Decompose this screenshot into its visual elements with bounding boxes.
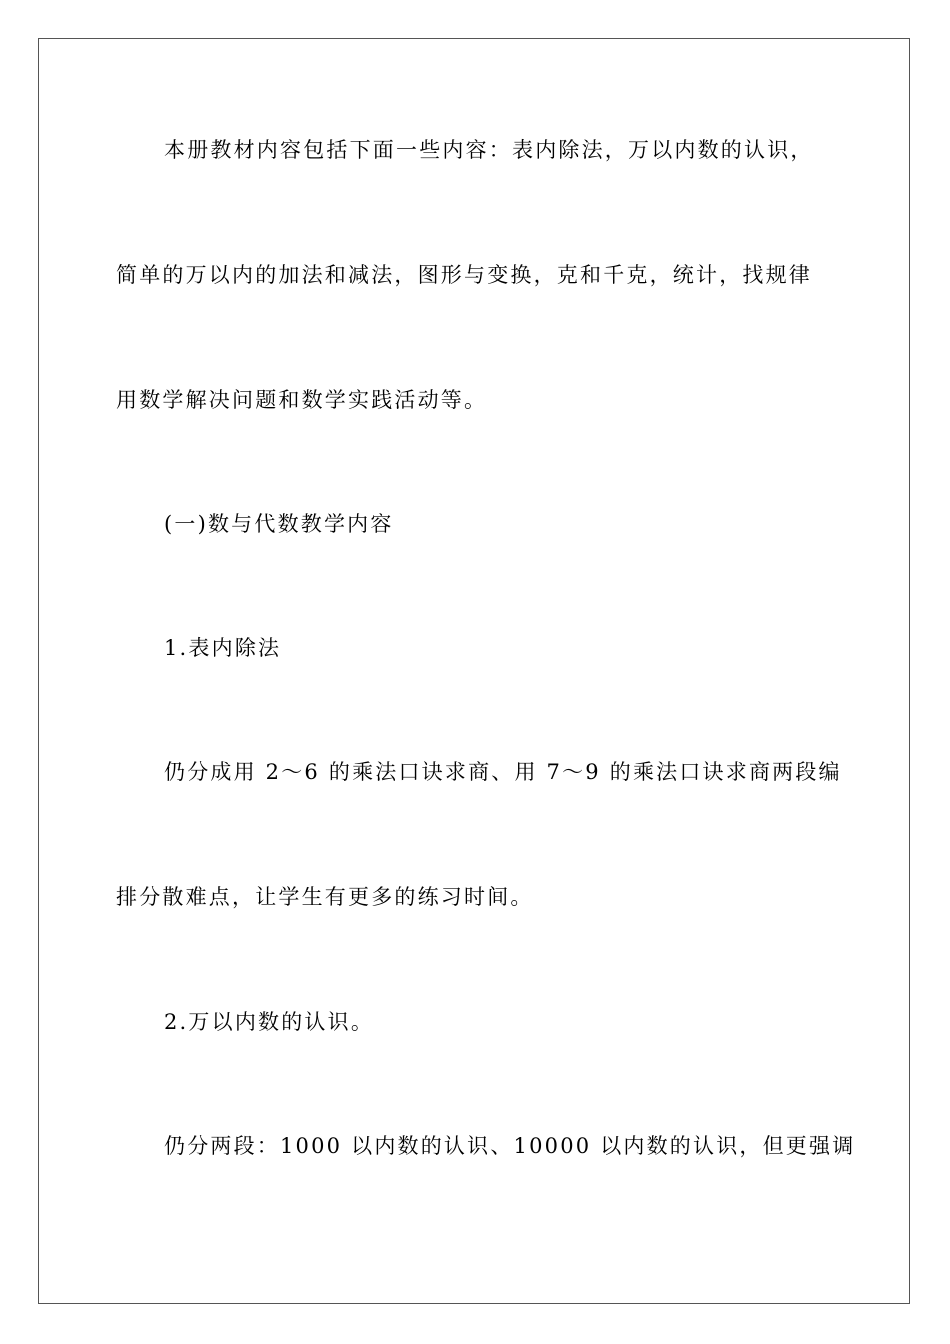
subheading-numbers-within-10000: 2.万以内数的认识。: [164, 1010, 375, 1034]
paragraph-3-line-1: 仍分两段：1000 以内数的认识、10000 以内数的认识，但更强调: [164, 1134, 856, 1158]
subheading-division-in-table: 1.表内除法: [164, 636, 282, 660]
paragraph-1-line-2: 简单的万以内的加法和减法，图形与变换，克和千克，统计，找规律: [116, 263, 812, 287]
paragraph-1-line-3: 用数学解决问题和数学实践活动等。: [116, 388, 488, 412]
paragraph-2-line-2: 排分散难点，让学生有更多的练习时间。: [116, 885, 534, 909]
section-heading-number-algebra: (一)数与代数教学内容: [164, 512, 394, 536]
paragraph-1-line-1: 本册教材内容包括下面一些内容：表内除法，万以内数的认识，: [164, 138, 814, 162]
paragraph-2-line-1: 仍分成用 2～6 的乘法口诀求商、用 7～9 的乘法口诀求商两段编: [164, 760, 842, 784]
page-border: [38, 38, 910, 1304]
